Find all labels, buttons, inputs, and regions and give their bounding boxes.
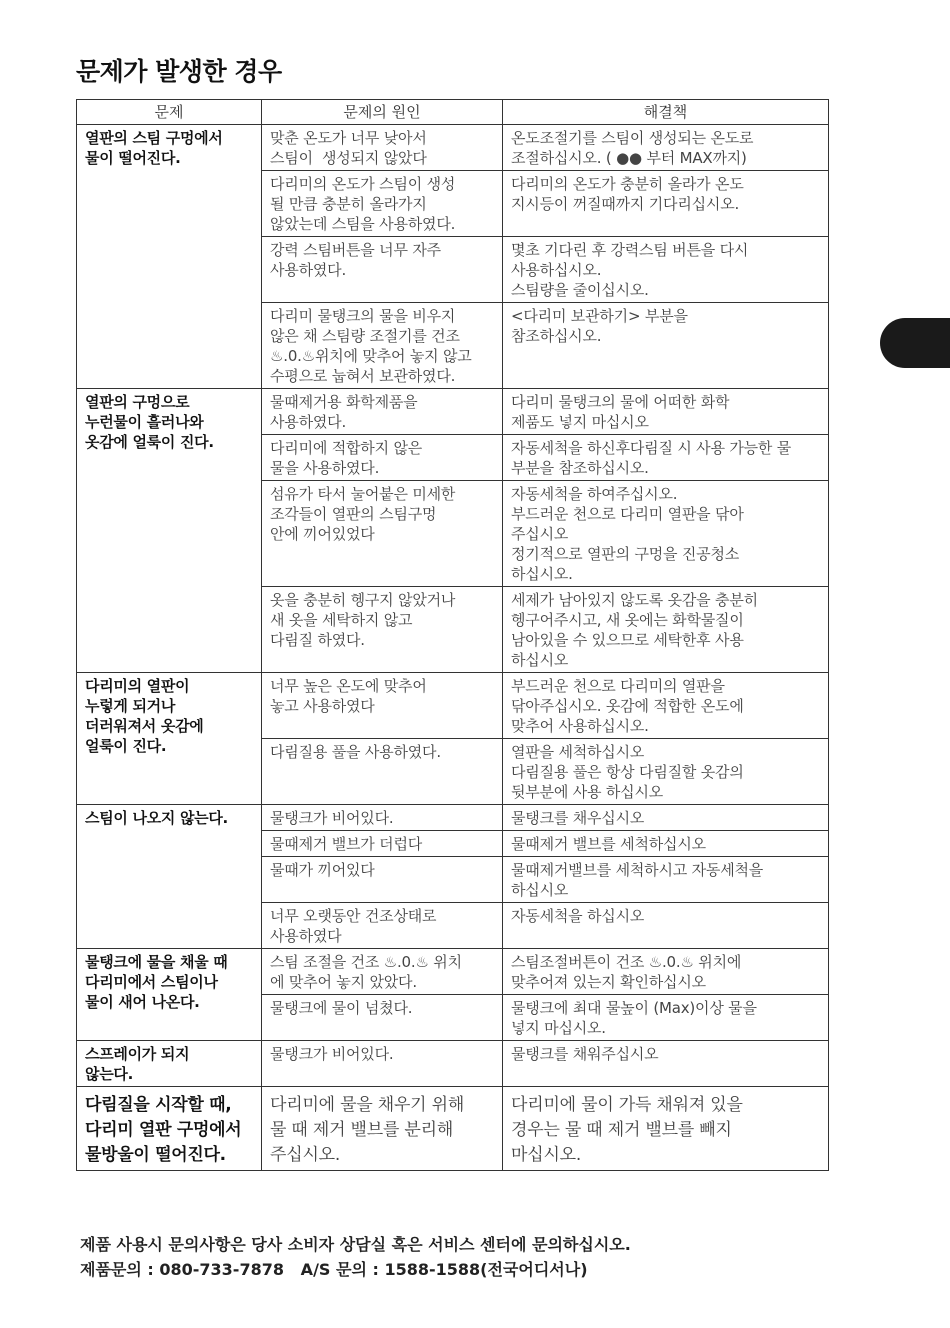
contact-footer xyxy=(80,1232,631,1282)
problem-cell xyxy=(77,389,262,673)
table-row xyxy=(77,805,829,831)
solution-cell-line: 다리미 물탱크의 물에 어떠한 화학 xyxy=(511,393,730,411)
solution-cell-line: 남아있을 수 있으므로 세탁한후 사용 xyxy=(511,631,744,649)
header-problem: 문제 xyxy=(77,100,262,125)
solution-cell xyxy=(503,857,829,903)
solution-cell-line: 다림질용 풀은 항상 다림질할 옷감의 xyxy=(511,763,744,781)
cause-cell-line: ♨.0.♨위치에 맞추어 놓지 않고 xyxy=(270,347,472,365)
cause-cell-line: 섬유가 타서 눌어붙은 미세한 xyxy=(270,485,456,503)
cause-cell xyxy=(262,303,503,389)
cause-cell-line: 조각들이 열판의 스팀구멍 xyxy=(270,505,437,523)
solution-cell xyxy=(503,739,829,805)
cause-cell-line: 다리미 물탱크의 물을 비우지 xyxy=(270,307,456,325)
problem-cell-line: 열판의 스팀 구멍에서 xyxy=(85,129,223,147)
cause-cell-line: 주십시오. xyxy=(270,1145,341,1165)
solution-cell-line: 부분을 참조하십시오. xyxy=(511,459,649,477)
solution-cell xyxy=(503,171,829,237)
solution-cell-line: 조절하십시오. ( ●● 부터 MAX까지) xyxy=(511,149,747,167)
table-row xyxy=(77,1041,829,1087)
solution-cell-line: 물탱크에 최대 물높이 (Max)이상 물을 xyxy=(511,999,757,1017)
solution-cell-line: 넣지 마십시오. xyxy=(511,1019,606,1037)
cause-cell-line: 않은 채 스팀량 조절기를 건조 xyxy=(270,327,460,345)
section-tab-marker xyxy=(880,318,950,368)
cause-cell-line: 너무 오랫동안 건조상태로 xyxy=(270,907,437,925)
problem-cell xyxy=(77,949,262,1041)
problem-cell-line: 물방울이 떨어진다. xyxy=(85,1145,226,1165)
cause-cell-line: 사용하였다. xyxy=(270,261,347,279)
solution-cell-line: 지시등이 꺼질때까지 기다리십시오. xyxy=(511,195,740,213)
cause-cell xyxy=(262,857,503,903)
cause-cell-line: 스팀 조절을 건조 ♨.0.♨ 위치 xyxy=(270,953,462,971)
cause-cell-line: 다림질용 풀을 사용하였다. xyxy=(270,743,441,761)
cause-cell-line: 놓고 사용하였다 xyxy=(270,697,375,715)
page-title: 문제가 발생한 경우 xyxy=(76,57,282,86)
cause-cell xyxy=(262,739,503,805)
solution-cell-line: 주십시오 xyxy=(511,525,569,543)
solution-cell xyxy=(503,995,829,1041)
solution-cell-line: 자동세척을 하신후다림질 시 사용 가능한 물 xyxy=(511,439,792,457)
solution-cell-line: 하십시오 xyxy=(511,651,569,669)
solution-cell-line: 자동세척을 하여주십시오. xyxy=(511,485,678,503)
troubleshooting-table xyxy=(76,99,829,1171)
table-row xyxy=(77,673,829,739)
cause-cell xyxy=(262,171,503,237)
solution-cell-line: 물탱크를 채우십시오 xyxy=(511,809,645,827)
cause-cell-line: 물때제거용 화학제품을 xyxy=(270,393,418,411)
problem-cell-line: 누렇게 되거나 xyxy=(85,697,176,715)
problem-cell xyxy=(77,125,262,389)
solution-cell-line: 물때제거밸브를 세척하시고 자동세척을 xyxy=(511,861,764,879)
solution-cell xyxy=(503,389,829,435)
solution-cell xyxy=(503,805,829,831)
problem-cell-line: 다리미에서 스팀이나 xyxy=(85,973,218,991)
problem-cell-line: 다리미의 열판이 xyxy=(85,677,190,695)
solution-cell-line: 참조하십시오. xyxy=(511,327,602,345)
cause-cell xyxy=(262,481,503,587)
problem-cell-line: 옷감에 얼룩이 진다. xyxy=(85,433,214,451)
solution-cell xyxy=(503,587,829,673)
cause-cell-line: 물 때 제거 밸브를 분리해 xyxy=(270,1120,454,1140)
cause-cell-line: 될 만큼 충분히 올라가지 xyxy=(270,195,427,213)
solution-cell-line: 물탱크를 채워주십시오 xyxy=(511,1045,659,1063)
solution-cell-line: 세제가 남아있지 않도록 옷감을 충분히 xyxy=(511,591,758,609)
cause-cell-line: 새 옷을 세탁하지 않고 xyxy=(270,611,413,629)
solution-cell-line: 맞추어져 있는지 확인하십시오 xyxy=(511,973,706,991)
cause-cell-line: 강력 스팀버튼을 너무 자주 xyxy=(270,241,441,259)
table-row xyxy=(77,949,829,995)
solution-cell-line: 물때제거 밸브를 세척하십시오 xyxy=(511,835,706,853)
problem-cell-line: 얼룩이 진다. xyxy=(85,737,167,755)
cause-cell xyxy=(262,125,503,171)
solution-cell-line: 맞추어 사용하십시오. xyxy=(511,717,649,735)
problem-cell-line: 물이 새어 나온다. xyxy=(85,993,200,1011)
problem-cell xyxy=(77,673,262,805)
problem-cell xyxy=(77,1087,262,1171)
footer-inquiry-note: 제품 사용시 문의사항은 당사 소비자 상담실 혹은 서비스 센터에 문의하십시오. xyxy=(80,1235,631,1254)
solution-cell-line: 정기적으로 열판의 구멍을 진공청소 xyxy=(511,545,740,563)
solution-cell-line: 스팀량을 줄이십시오. xyxy=(511,281,649,299)
problem-cell-line: 물이 떨어진다. xyxy=(85,149,181,167)
cause-cell xyxy=(262,1087,503,1171)
cause-cell xyxy=(262,995,503,1041)
cause-cell xyxy=(262,237,503,303)
solution-cell-line: 하십시오. xyxy=(511,565,573,583)
cause-cell xyxy=(262,903,503,949)
solution-cell-line: 헹구어주시고, 새 옷에는 화학물질이 xyxy=(511,611,744,629)
problem-cell-line: 스프레이가 되지 xyxy=(85,1045,190,1063)
solution-cell-line: 다리미에 물이 가득 채워져 있을 xyxy=(511,1095,743,1115)
solution-cell-line: 뒷부분에 사용 하십시오 xyxy=(511,783,664,801)
footer-phone-numbers: 제품문의 : 080-733-7878 A/S 문의 : 1588-1588(전국어디서나) xyxy=(80,1260,588,1279)
problem-cell xyxy=(77,1041,262,1087)
table-header-row xyxy=(77,100,829,125)
solution-cell xyxy=(503,1041,829,1087)
cause-cell-line: 안에 끼어있었다 xyxy=(270,525,375,543)
solution-cell-line: 제품도 넣지 마십시오 xyxy=(511,413,649,431)
solution-cell-line: 스팀조절버튼이 건조 ♨.0.♨ 위치에 xyxy=(511,953,742,971)
cause-cell-line: 사용하였다 xyxy=(270,927,342,945)
cause-cell-line: 수평으로 눕혀서 보관하였다. xyxy=(270,367,456,385)
cause-cell-line: 다리미에 적합하지 않은 xyxy=(270,439,423,457)
solution-cell xyxy=(503,673,829,739)
problem-cell-line: 다림질을 시작할 때, xyxy=(85,1095,232,1115)
solution-cell xyxy=(503,949,829,995)
solution-cell-line: <다리미 보관하기> 부분을 xyxy=(511,307,688,325)
table-row xyxy=(77,125,829,171)
cause-cell xyxy=(262,435,503,481)
cause-cell xyxy=(262,673,503,739)
solution-cell xyxy=(503,303,829,389)
cause-cell-line: 물탱크가 비어있다. xyxy=(270,809,394,827)
problem-cell-line: 다리미 열판 구멍에서 xyxy=(85,1120,242,1140)
solution-cell xyxy=(503,481,829,587)
cause-cell-line: 맞춘 온도가 너무 낮아서 xyxy=(270,129,427,147)
solution-cell-line: 열판을 세척하십시오 xyxy=(511,743,645,761)
cause-cell-line: 물때제거 밸브가 더럽다 xyxy=(270,835,423,853)
solution-cell-line: 사용하십시오. xyxy=(511,261,602,279)
problem-cell-line: 물탱크에 물을 채울 때 xyxy=(85,953,228,971)
table-row xyxy=(77,389,829,435)
cause-cell-line: 물을 사용하였다. xyxy=(270,459,380,477)
problem-cell-line: 열판의 구멍으로 xyxy=(85,393,190,411)
cause-cell-line: 않았는데 스팀을 사용하였다. xyxy=(270,215,456,233)
cause-cell xyxy=(262,949,503,995)
cause-cell-line: 옷을 충분히 헹구지 않았거나 xyxy=(270,591,456,609)
solution-cell-line: 부드러운 천으로 다리미 열판을 닦아 xyxy=(511,505,744,523)
cause-cell-line: 다리미에 물을 채우기 위해 xyxy=(270,1095,465,1115)
problem-cell-line: 누런물이 흘러나와 xyxy=(85,413,204,431)
cause-cell xyxy=(262,587,503,673)
header-cause: 문제의 원인 xyxy=(262,100,503,125)
cause-cell-line: 사용하였다. xyxy=(270,413,347,431)
solution-cell xyxy=(503,1087,829,1171)
cause-cell xyxy=(262,831,503,857)
cause-cell-line: 에 맞추어 놓지 았았다. xyxy=(270,973,417,991)
solution-cell xyxy=(503,125,829,171)
cause-cell-line: 너무 높은 온도에 맞추어 xyxy=(270,677,427,695)
solution-cell-line: 온도조절기를 스팀이 생성되는 온도로 xyxy=(511,129,754,147)
solution-cell xyxy=(503,435,829,481)
problem-cell-line: 더러워져서 옷감에 xyxy=(85,717,204,735)
solution-cell-line: 닦아주십시오. 옷감에 적합한 온도에 xyxy=(511,697,744,715)
solution-cell xyxy=(503,237,829,303)
cause-cell xyxy=(262,389,503,435)
cause-cell-line: 물탱크에 물이 넘쳤다. xyxy=(270,999,413,1017)
cause-cell-line: 스팀이 생성되지 않았다 xyxy=(270,149,427,167)
solution-cell-line: 경우는 물 때 제거 밸브를 빼지 xyxy=(511,1120,732,1140)
cause-cell-line: 물탱크가 비어있다. xyxy=(270,1045,394,1063)
solution-cell-line: 하십시오 xyxy=(511,881,569,899)
cause-cell-line: 물때가 끼어있다 xyxy=(270,861,375,879)
solution-cell xyxy=(503,831,829,857)
cause-cell-line: 다리미의 온도가 스팀이 생성 xyxy=(270,175,456,193)
solution-cell-line: 자동세척을 하십시오 xyxy=(511,907,645,925)
cause-cell xyxy=(262,805,503,831)
problem-cell-line: 않는다. xyxy=(85,1065,133,1083)
problem-cell xyxy=(77,805,262,949)
cause-cell xyxy=(262,1041,503,1087)
problem-cell-line: 스팀이 나오지 않는다. xyxy=(85,809,228,827)
solution-cell-line: 마십시오. xyxy=(511,1145,582,1165)
solution-cell-line: 부드러운 천으로 다리미의 열판을 xyxy=(511,677,725,695)
header-solution: 해결책 xyxy=(503,100,829,125)
table-row xyxy=(77,1087,829,1171)
solution-cell-line: 몇초 기다린 후 강력스팀 버튼을 다시 xyxy=(511,241,749,259)
cause-cell-line: 다림질 하였다. xyxy=(270,631,365,649)
solution-cell xyxy=(503,903,829,949)
solution-cell-line: 다리미의 온도가 충분히 올라가 온도 xyxy=(511,175,744,193)
